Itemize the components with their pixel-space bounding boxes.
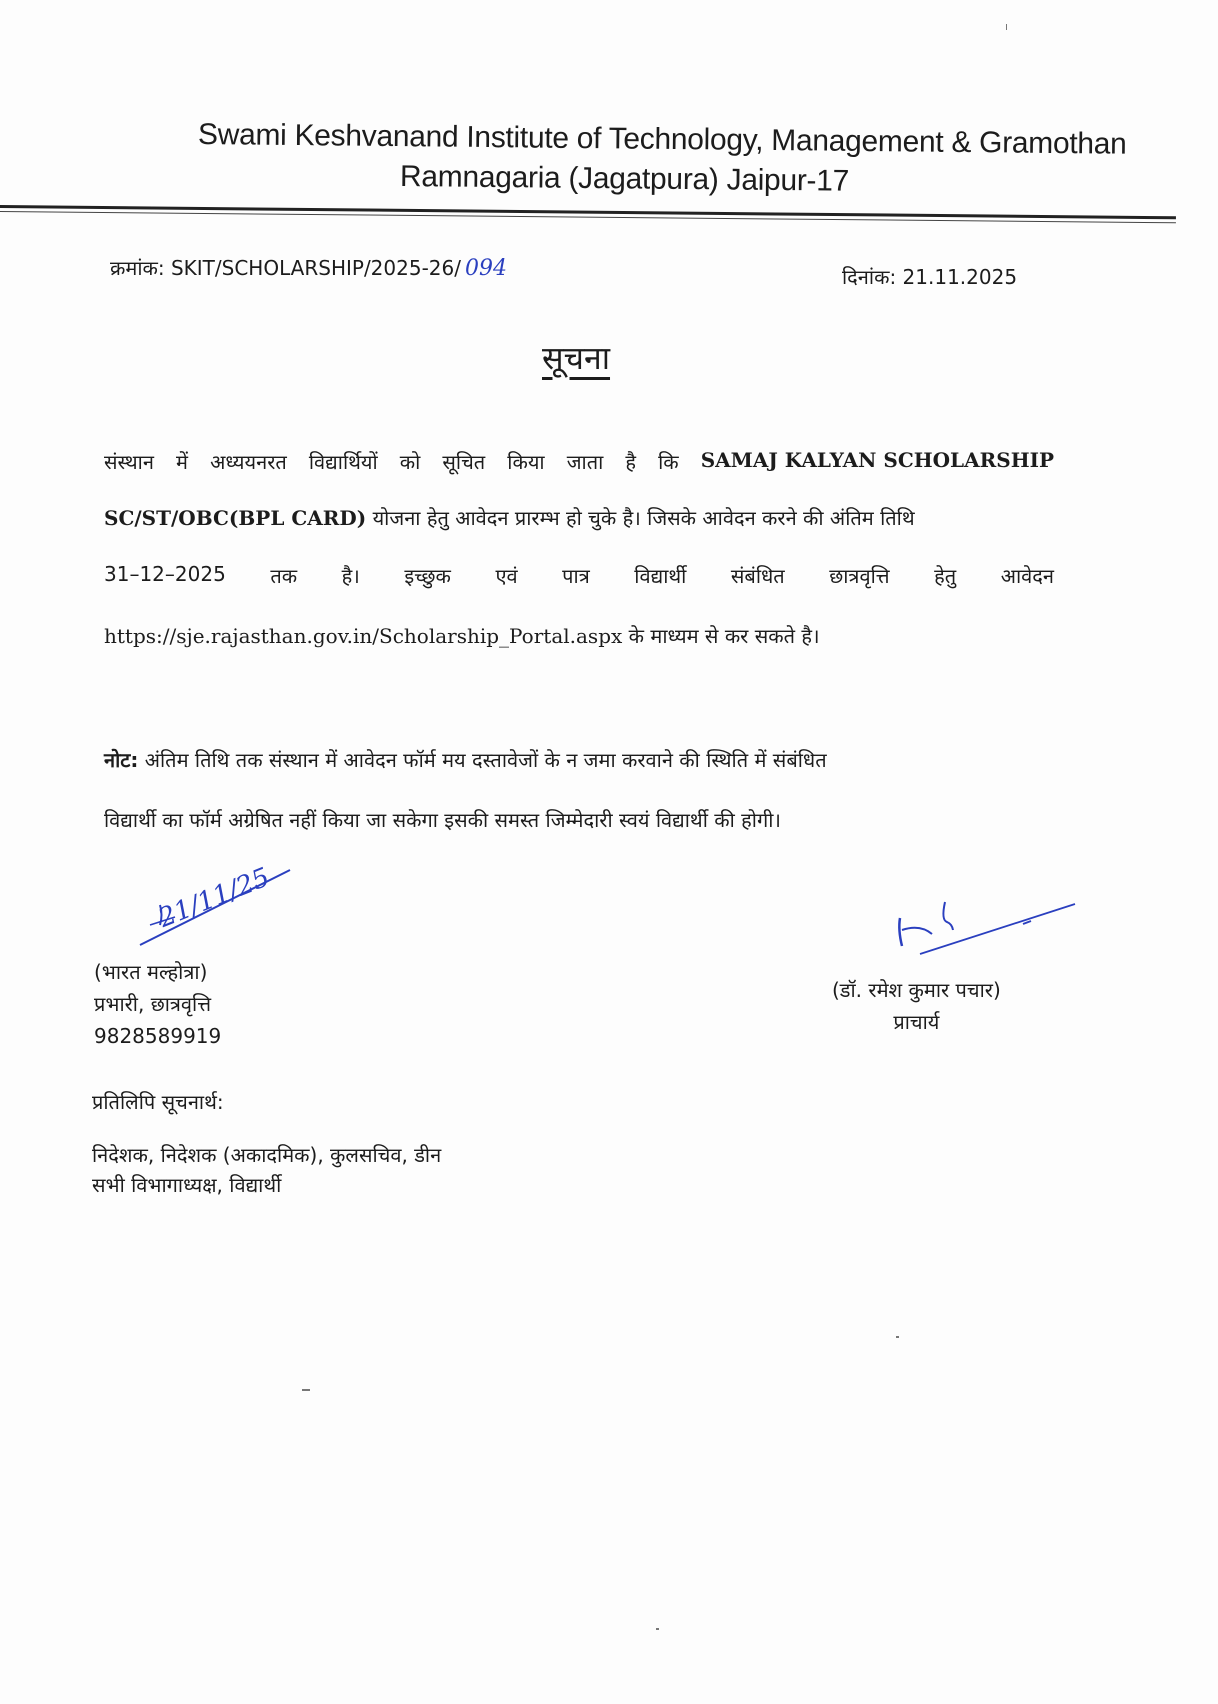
left-signatory: [94, 956, 221, 1052]
left-signatory-phone: 9828589919: [94, 1024, 222, 1048]
right-signatory: [832, 974, 1001, 1038]
body-line-1: [104, 448, 1054, 475]
body-word: किया: [507, 450, 545, 474]
handwritten-sign-date: 21/11/25: [154, 862, 274, 934]
body-word: में: [176, 450, 189, 474]
copy-to-line-1: निदेशक, निदेशक (अकादमिक), कुलसचिव, डीन: [92, 1143, 442, 1167]
eligible-categories: SC/ST/OBC(BPL CARD): [104, 506, 367, 530]
scan-speck: [656, 1628, 659, 1630]
scheme-name: SAMAJ KALYAN SCHOLARSHIP: [700, 448, 1054, 472]
body-word: संबंधित: [730, 564, 785, 588]
scan-speck: [1006, 24, 1007, 30]
institute-name: Swami Keshvanand Institute of Technology, Management & Gramothan: [197, 118, 1127, 161]
left-signatory-designation: प्रभारी, छात्रवृत्ति: [94, 992, 212, 1016]
date-label: दिनांक:: [842, 265, 897, 289]
principal-designation: प्राचार्य: [893, 1010, 940, 1034]
body-word: कि: [658, 450, 679, 474]
reference-number: [110, 254, 507, 281]
body-word: विद्यार्थियों: [308, 450, 378, 474]
body-word: है: [625, 450, 636, 474]
scan-speck: [896, 1336, 899, 1338]
body-line-2: [104, 504, 1054, 531]
reference-value: SKIT/SCHOLARSHIP/2025-26/: [170, 256, 461, 280]
body-word: इच्छुक: [404, 564, 451, 588]
body-word: विद्यार्थी: [634, 564, 687, 588]
notice-title: सूचना: [542, 339, 611, 377]
body-line-3: [104, 562, 1054, 589]
body-word: जाता: [566, 450, 604, 474]
scan-speck: [302, 1389, 310, 1391]
body-word: आवेदन: [1000, 564, 1054, 588]
body-word: छात्रवृत्ति: [829, 564, 890, 588]
principal-signature: [890, 890, 1090, 960]
handwritten-reference-suffix: 094: [465, 256, 507, 281]
institute-address: Ramnagaria (Jagatpura) Jaipur-17: [399, 160, 850, 198]
note-line-2: [104, 806, 1054, 833]
principal-name: (डॉ. रमेश कुमार पचार): [832, 978, 1001, 1002]
note-label: नोट:: [104, 748, 139, 772]
scholarship-portal-link[interactable]: https://sje.rajasthan.gov.in/Scholarship_Portal.aspx: [104, 624, 623, 648]
issue-date: [842, 263, 1017, 290]
body-line-4: [104, 622, 1054, 649]
copy-to-list: [92, 1140, 441, 1200]
body-word: हेतु: [934, 564, 957, 588]
copy-to-line-2: सभी विभागाध्यक्ष, विद्यार्थी: [92, 1173, 282, 1197]
body-word: अध्ययनरत: [210, 450, 287, 474]
body-line-2-text: योजना हेतु आवेदन प्रारम्भ हो चुके है। जिसके आवेदन करने की अंतिम तिथि: [372, 506, 915, 530]
body-line-4-text: के माध्यम से कर सकते है।: [628, 624, 820, 648]
body-word: संस्थान: [104, 450, 154, 474]
body-word: एवं: [495, 564, 518, 588]
reference-label: क्रमांक:: [110, 256, 165, 280]
date-value: 21.11.2025: [902, 265, 1018, 289]
body-word: पात्र: [562, 564, 590, 588]
body-word: तक: [270, 564, 298, 588]
body-word: है।: [341, 564, 360, 588]
note-text-1: अंतिम तिथि तक संस्थान में आवेदन फॉर्म मय दस्तावेजों के न जमा करवाने की स्थिति में संबंधित: [144, 748, 827, 772]
note-line-1: [104, 746, 1054, 773]
note-text-2: विद्यार्थी का फॉर्म अग्रेषित नहीं किया जा सकेगा इसकी समस्त जिम्मेदारी स्वयं विद्यार्थी की होगी।: [104, 808, 781, 832]
left-signatory-name: (भारत मल्होत्रा): [94, 960, 208, 984]
copy-to-label: प्रतिलिपि सूचनार्थ:: [92, 1090, 224, 1114]
body-word: सूचित: [442, 450, 486, 474]
body-word: को: [399, 450, 421, 474]
last-date: 31–12–2025: [104, 562, 226, 586]
